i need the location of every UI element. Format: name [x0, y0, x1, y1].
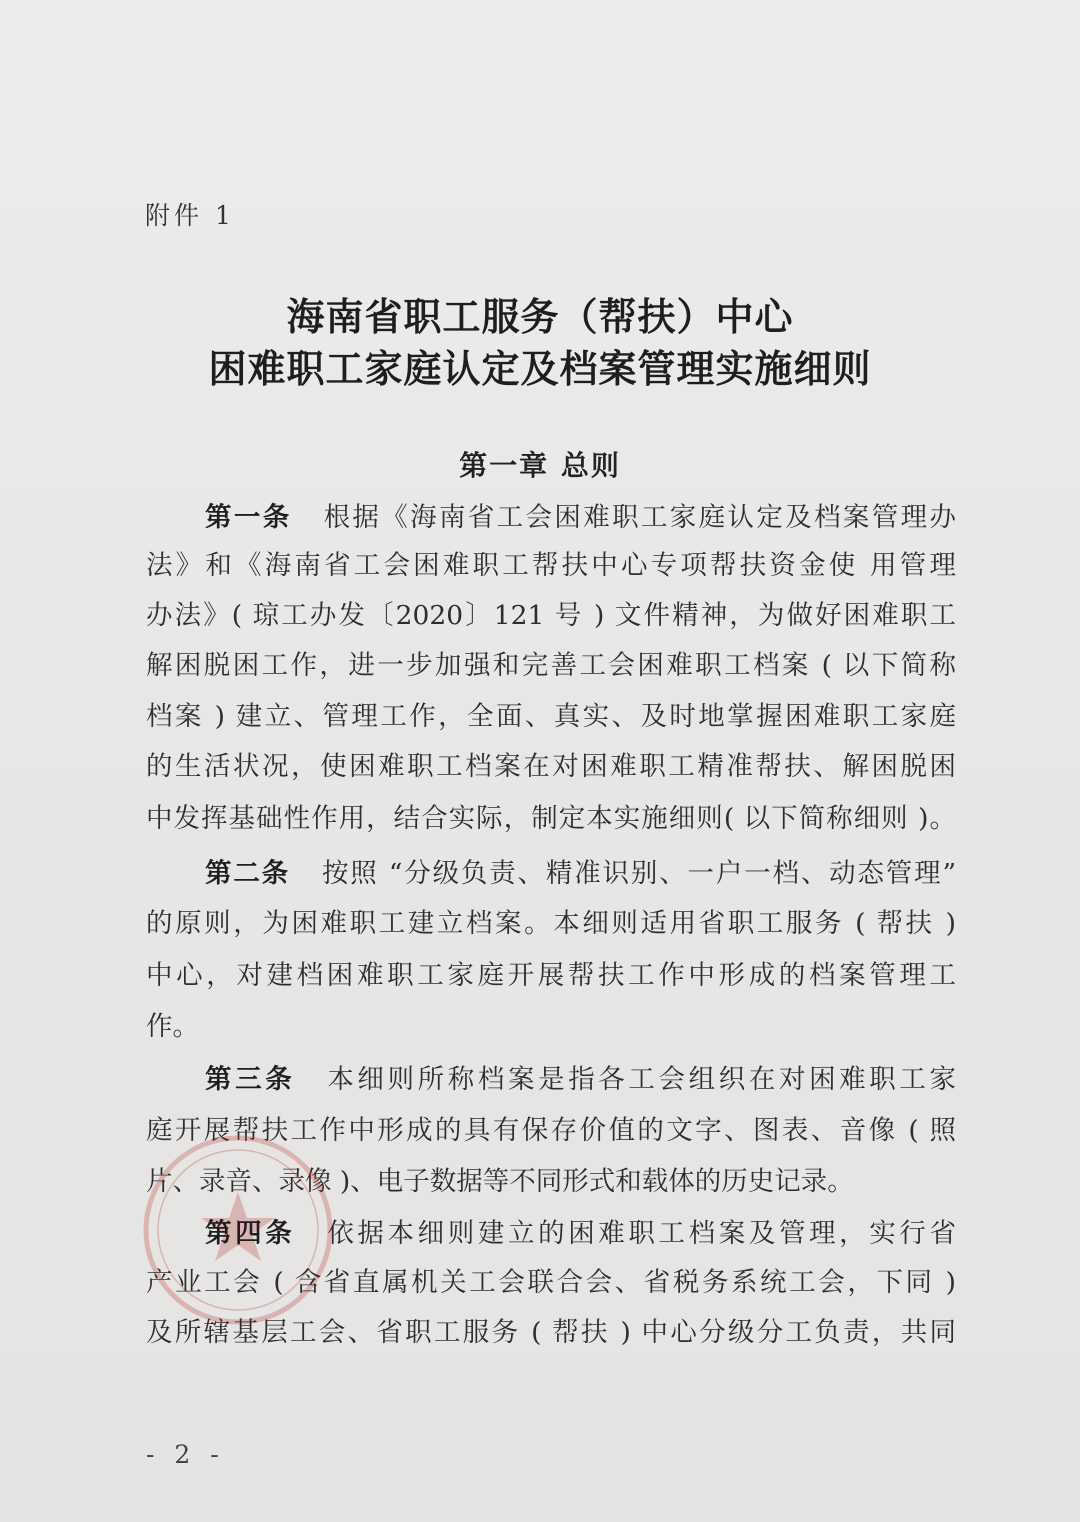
- attachment-label: 附件 1: [145, 201, 235, 230]
- article-2-line: 作。: [146, 1011, 199, 1042]
- document-title-line-1: 海南省职工服务（帮扶）中心: [286, 295, 794, 339]
- article-2-line: 中心，对建档困难职工家庭开展帮扶工作中形成的档案管理工: [146, 960, 956, 991]
- article-4-line: 产业工会 ( 含省直属机关工会联合会、省税务系统工会，下同 ): [146, 1267, 956, 1298]
- article-1-line: 的生活状况，使困难职工档案在对困难职工精准帮扶、解困脱困: [146, 751, 956, 782]
- article-1-line: 法》和《海南省工会困难职工帮扶中心专项帮扶资金使 用管理: [146, 550, 956, 581]
- article-4-label: 第四条: [205, 1218, 296, 1249]
- article-2-line: [205, 854, 956, 894]
- article-3-line: 庭开展帮扶工作中形成的具有保存价值的文字、图表、音像 ( 照: [146, 1115, 956, 1146]
- article-2-text: 按照 “分级负责、精准识别、一户一档、动态管理”: [321, 858, 956, 889]
- article-2-label: 第二条: [205, 858, 290, 889]
- document-title-line-2: 困难职工家庭认定及档案管理实施细则: [208, 347, 872, 391]
- chapter-heading: 第一章 总则: [459, 449, 621, 482]
- article-4-line: [205, 1214, 956, 1254]
- article-1-line: 中发挥基础性作用，结合实际，制定本实施细则( 以下简称细则 )。: [146, 803, 956, 834]
- article-1-line: 办法》( 琼工办发〔2020〕121 号 ) 文件精神，为做好困难职工: [146, 600, 956, 631]
- article-2-line: 的原则，为困难职工建立档案。本细则适用省职工服务 ( 帮扶 ): [146, 908, 956, 939]
- article-3-line: 片、录音、录像 )、电子数据等不同形式和载体的历史记录。: [146, 1166, 854, 1197]
- article-1-line: [205, 498, 956, 538]
- article-3-line: [205, 1060, 956, 1100]
- article-1-line: 档案 ) 建立、管理工作，全面、真实、及时地掌握困难职工家庭: [146, 701, 956, 732]
- article-4-text: 依据本细则建立的困难职工档案及管理，实行省: [327, 1218, 957, 1249]
- article-1-text: 根据《海南省工会困难职工家庭认定及档案管理办: [323, 502, 956, 533]
- article-1-label: 第一条: [205, 502, 292, 533]
- page-number: - 2 -: [146, 1440, 225, 1469]
- article-4-line: 及所辖基层工会、省职工服务 ( 帮扶 ) 中心分级分工负责，共同: [146, 1317, 956, 1348]
- article-3-label: 第三条: [205, 1064, 296, 1095]
- article-1-line: 解困脱困工作，进一步加强和完善工会困难职工档案 ( 以下简称: [146, 650, 956, 681]
- article-3-text: 本细则所称档案是指各工会组织在对困难职工家: [327, 1064, 957, 1095]
